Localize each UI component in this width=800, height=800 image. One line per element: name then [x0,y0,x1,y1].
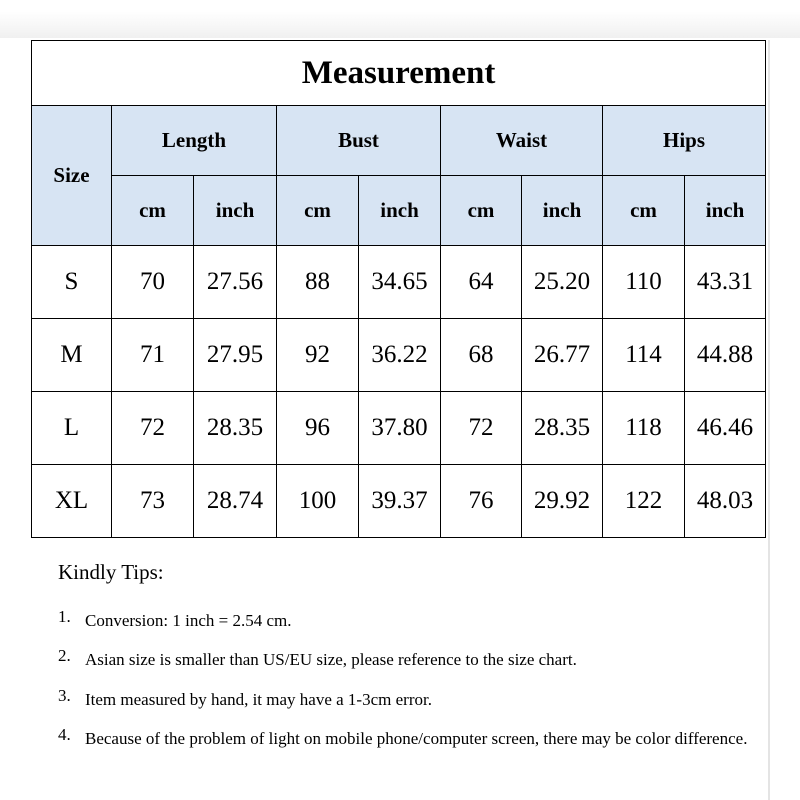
table-cell: 36.22 [359,319,441,392]
table-cell: 46.46 [685,392,766,465]
unit-header: cm [441,176,522,246]
table-cell: 29.92 [522,465,603,538]
table-cell: 64 [441,246,522,319]
table-cell: 28.35 [522,392,603,465]
table-row [32,465,766,538]
table-cell: 28.74 [194,465,277,538]
table-row [32,319,766,392]
group-header-hips: Hips [603,106,766,176]
tip-number: 4. [58,724,71,744]
table-cell: 44.88 [685,319,766,392]
table-cell: 96 [277,392,359,465]
tip-item [58,607,758,634]
table-row [32,246,766,319]
table-title: Measurement [32,41,766,106]
tip-text: Asian size is smaller than US/EU size, please reference to the size chart. [85,650,577,670]
tip-text: Item measured by hand, it may have a 1-3cm error. [85,689,432,709]
table-cell: 28.35 [194,392,277,465]
group-header-waist: Waist [441,106,603,176]
table-cell: 92 [277,319,359,392]
unit-header: cm [112,176,194,246]
tip-text: Because of the problem of light on mobile phone/computer screen, there may be color difference. [85,728,748,748]
table-cell: 118 [603,392,685,465]
measurement-table [31,40,766,538]
table-cell: 110 [603,246,685,319]
top-shadow [0,0,800,38]
table-cell: 71 [112,319,194,392]
table-cell: 37.80 [359,392,441,465]
size-cell: M [32,319,112,392]
table-cell: 70 [112,246,194,319]
kindly-tips [58,560,758,764]
table-cell: 27.95 [194,319,277,392]
unit-header: inch [194,176,277,246]
table-cell: 48.03 [685,465,766,538]
table-cell: 26.77 [522,319,603,392]
table-cell: 100 [277,465,359,538]
size-cell: S [32,246,112,319]
tip-number: 3. [58,685,71,705]
size-column-header: Size [32,106,112,246]
size-cell: L [32,392,112,465]
table-cell: 68 [441,319,522,392]
table-cell: 27.56 [194,246,277,319]
right-edge-line [768,40,770,800]
table-cell: 88 [277,246,359,319]
table-cell: 122 [603,465,685,538]
table-cell: 25.20 [522,246,603,319]
table-cell: 39.37 [359,465,441,538]
tip-text: Conversion: 1 inch = 2.54 cm. [85,611,292,631]
table-cell: 43.31 [685,246,766,319]
table-row [32,392,766,465]
tips-title: Kindly Tips: [58,560,164,584]
tip-number: 2. [58,646,71,666]
table-cell: 72 [441,392,522,465]
size-cell: XL [32,465,112,538]
tip-number: 1. [58,607,71,627]
unit-header: inch [685,176,766,246]
table-cell: 72 [112,392,194,465]
table-cell: 76 [441,465,522,538]
tip-item [58,686,758,713]
tip-item [58,725,758,752]
unit-header: inch [359,176,441,246]
unit-header: inch [522,176,603,246]
group-header-length: Length [112,106,277,176]
table-cell: 34.65 [359,246,441,319]
group-header-bust: Bust [277,106,441,176]
table-cell: 73 [112,465,194,538]
tip-item [58,646,758,673]
unit-header: cm [277,176,359,246]
table-cell: 114 [603,319,685,392]
unit-header: cm [603,176,685,246]
